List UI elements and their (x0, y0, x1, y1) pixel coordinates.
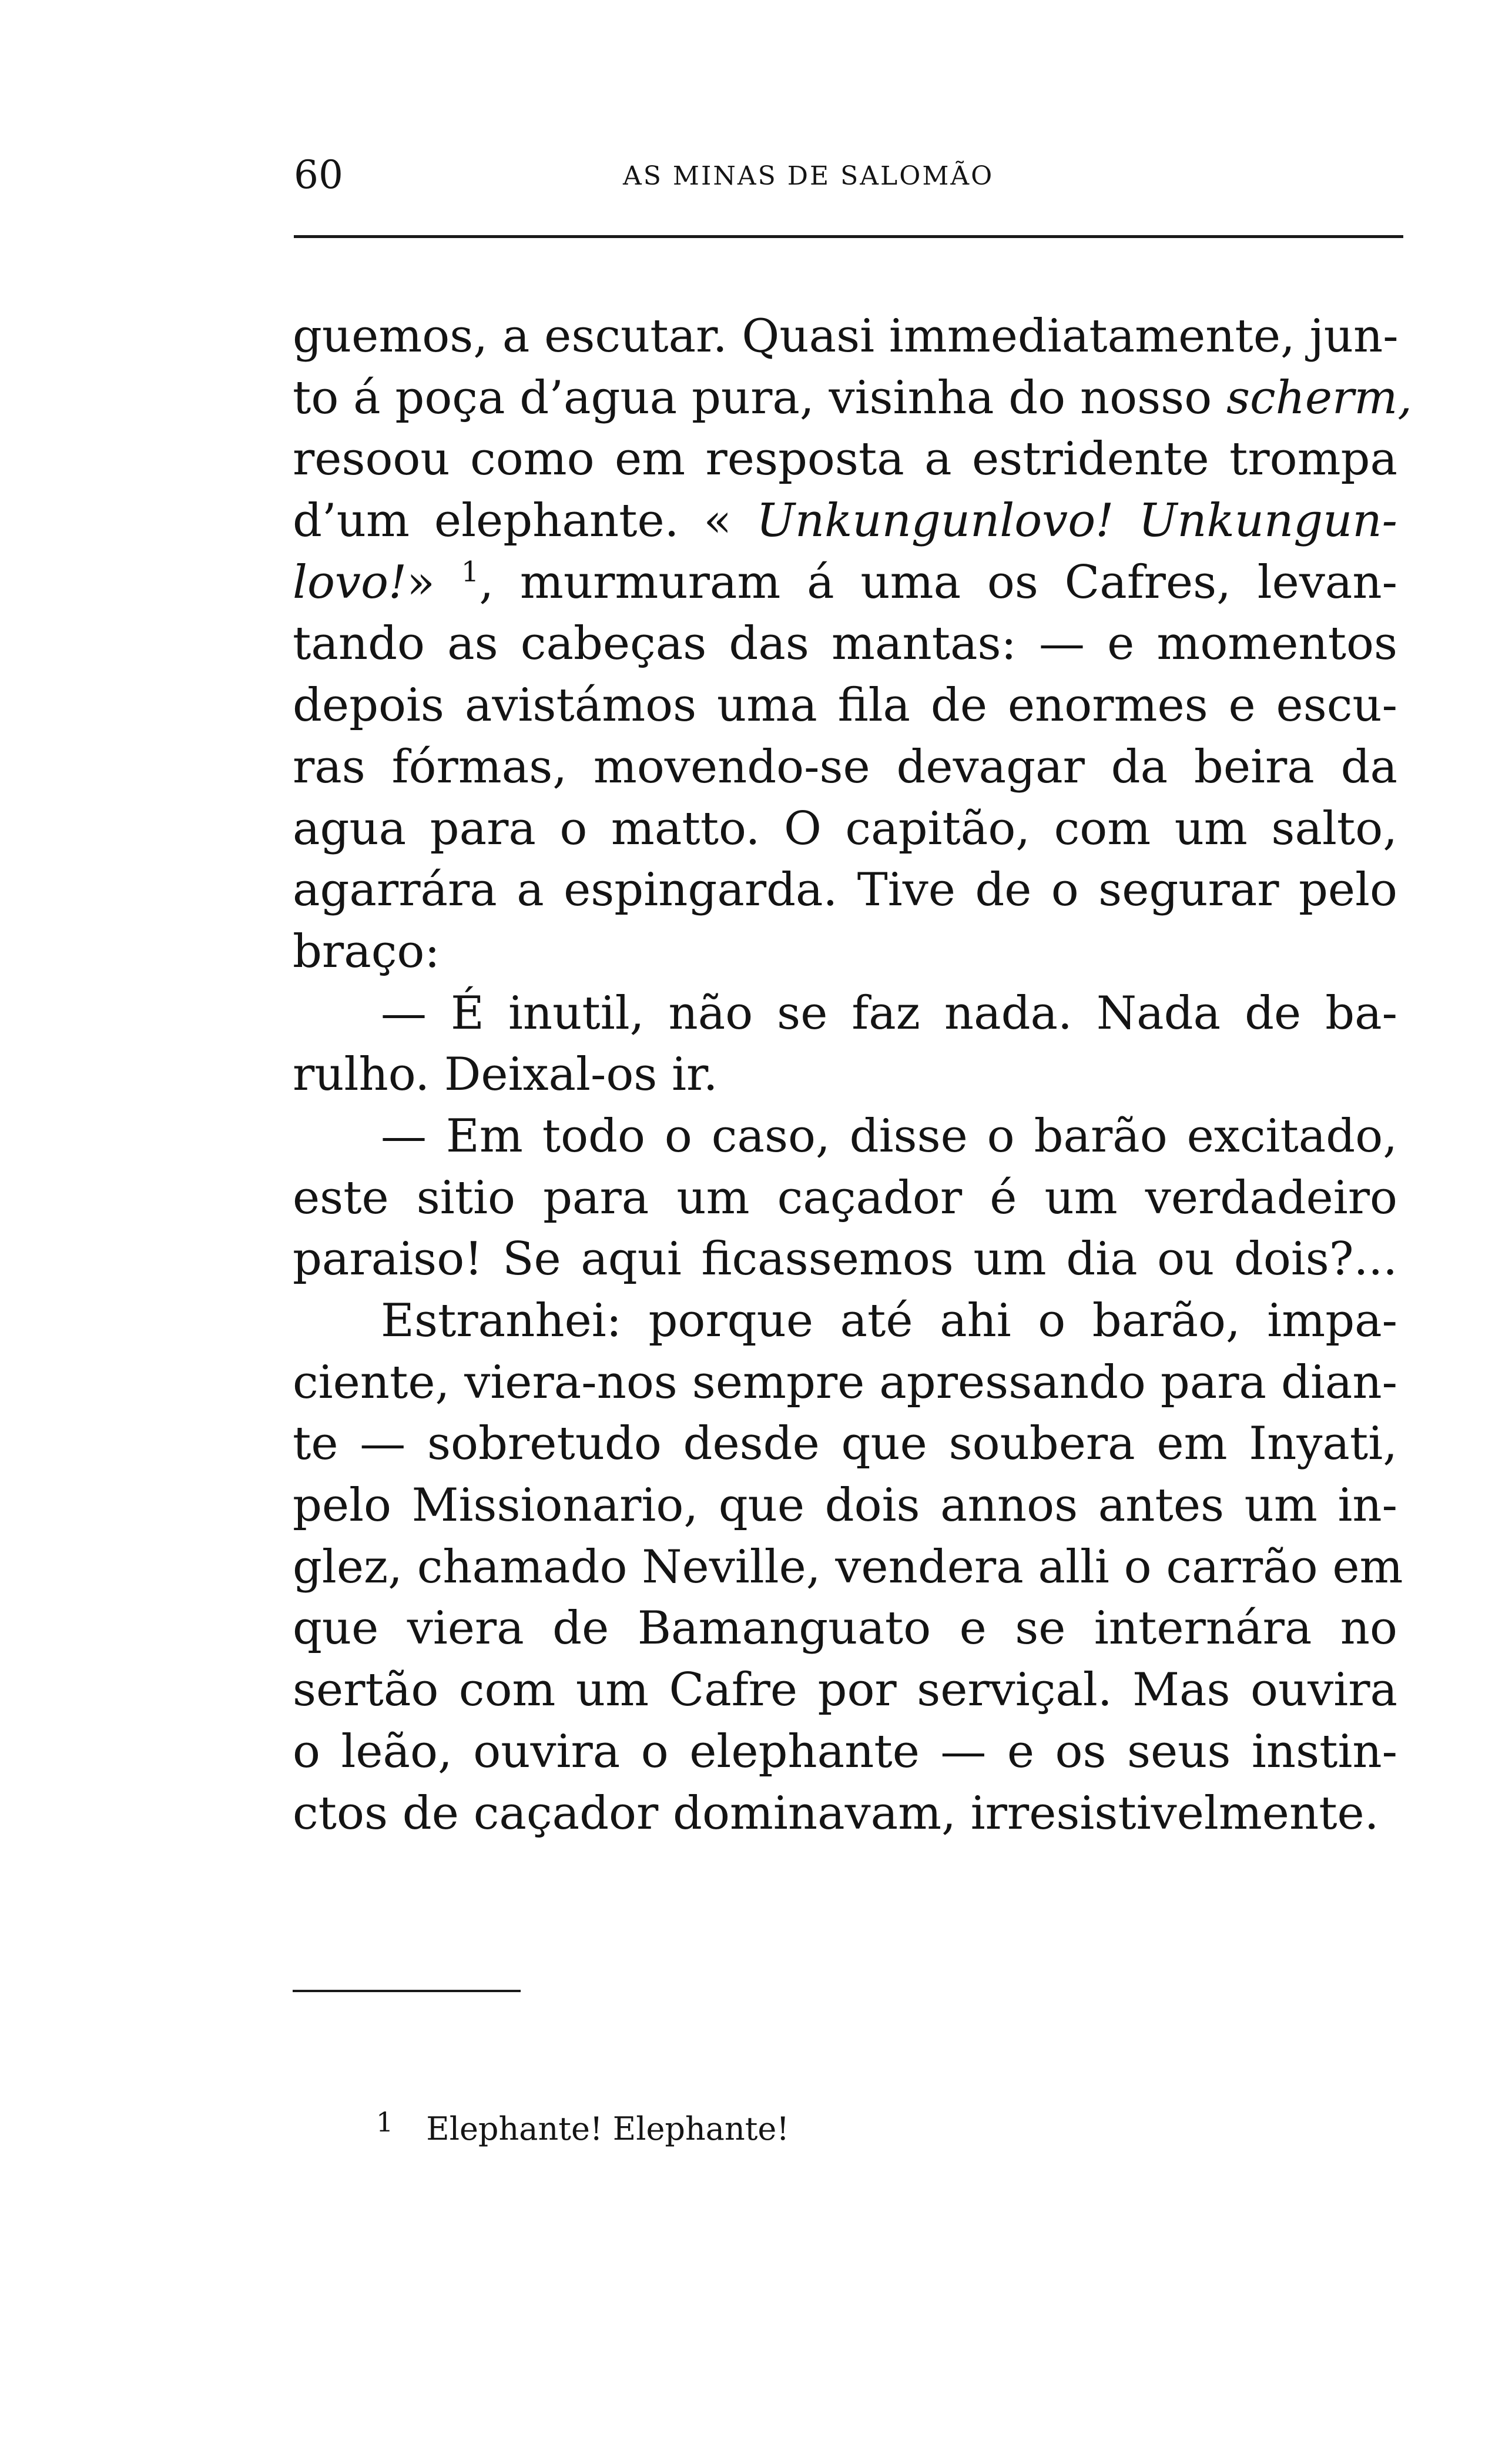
text-line: pelo Missionario, que dois annos antes um in- (293, 1479, 1397, 1532)
page-header (294, 152, 1404, 199)
footnote-rule (293, 1990, 521, 1992)
text-line: o leão, ouvira o elephante — e os seus instin- (293, 1725, 1397, 1778)
body-text (293, 306, 1413, 1844)
text-line: agarrára a espingarda. Tive de o segurar pelo (293, 864, 1397, 917)
text-line: to á poça d’agua pura, visinha do nosso scherm, (293, 371, 1413, 424)
footnote-reference: 1 (461, 555, 480, 588)
text-line: rulho. Deixal-os ir. (293, 1048, 718, 1102)
text-line: depois avistámos uma fila de enormes e escu- (293, 679, 1397, 732)
text-line: ciente, viera-nos sempre apressando para dian- (293, 1356, 1397, 1409)
italic-word: scherm, (1226, 371, 1413, 424)
text-line: glez, chamado Neville, vendera alli o carrão em (293, 1540, 1403, 1594)
text-line: tando as cabeças das mantas: — e momentos (293, 617, 1397, 671)
footnote (376, 2106, 789, 2154)
text-line: sertão com um Cafre por serviçal. Mas ouvira (293, 1664, 1397, 1717)
header-rule (294, 235, 1403, 238)
text-line: braço: (293, 925, 440, 978)
text-line: Estranhei: porque até ahi o barão, impa- (381, 1294, 1397, 1347)
text-line: guemos, a escutar. Quasi immediatamente, jun- (293, 310, 1399, 363)
text-line: te — sobretudo desde que soubera em Inyati, (293, 1417, 1397, 1471)
text-line: — É inutil, não se faz nada. Nada de ba- (381, 986, 1397, 1040)
footnote-text: Elephante! Elephante! (426, 2110, 790, 2147)
text-line: ctos de caçador dominavam, irresistivelmente. (293, 1786, 1379, 1840)
text-line: lovo!» $^1$, murmuram á uma os Cafres, levan- (293, 555, 1397, 609)
text-line: este sitio para um caçador é um verdadeiro (293, 1171, 1397, 1224)
text-line: resoou como em resposta a estridente trompa (293, 433, 1397, 486)
footnote-mark: 1 (376, 2106, 394, 2138)
page-number: 60 (294, 152, 343, 198)
text-line: d’um elephante. « Unkungunlovo! Unkungun- (293, 494, 1397, 548)
text-line: paraiso! Se aqui ficassemos um dia ou dois?... (293, 1233, 1397, 1286)
text-line: que viera de Bamanguato e se internára no (293, 1602, 1397, 1655)
text-line: agua para o matto. O capitão, com um salto, (293, 802, 1397, 855)
running-title: AS MINAS DE SALOMÃO (623, 161, 994, 191)
text-line: — Em todo o caso, disse o barão excitado, (381, 1109, 1397, 1163)
italic-phrase: Unkungunlovo! Unkungun- (756, 494, 1397, 548)
italic-phrase: lovo! (293, 555, 407, 609)
text-line: ras fórmas, movendo-se devagar da beira da (293, 740, 1397, 794)
